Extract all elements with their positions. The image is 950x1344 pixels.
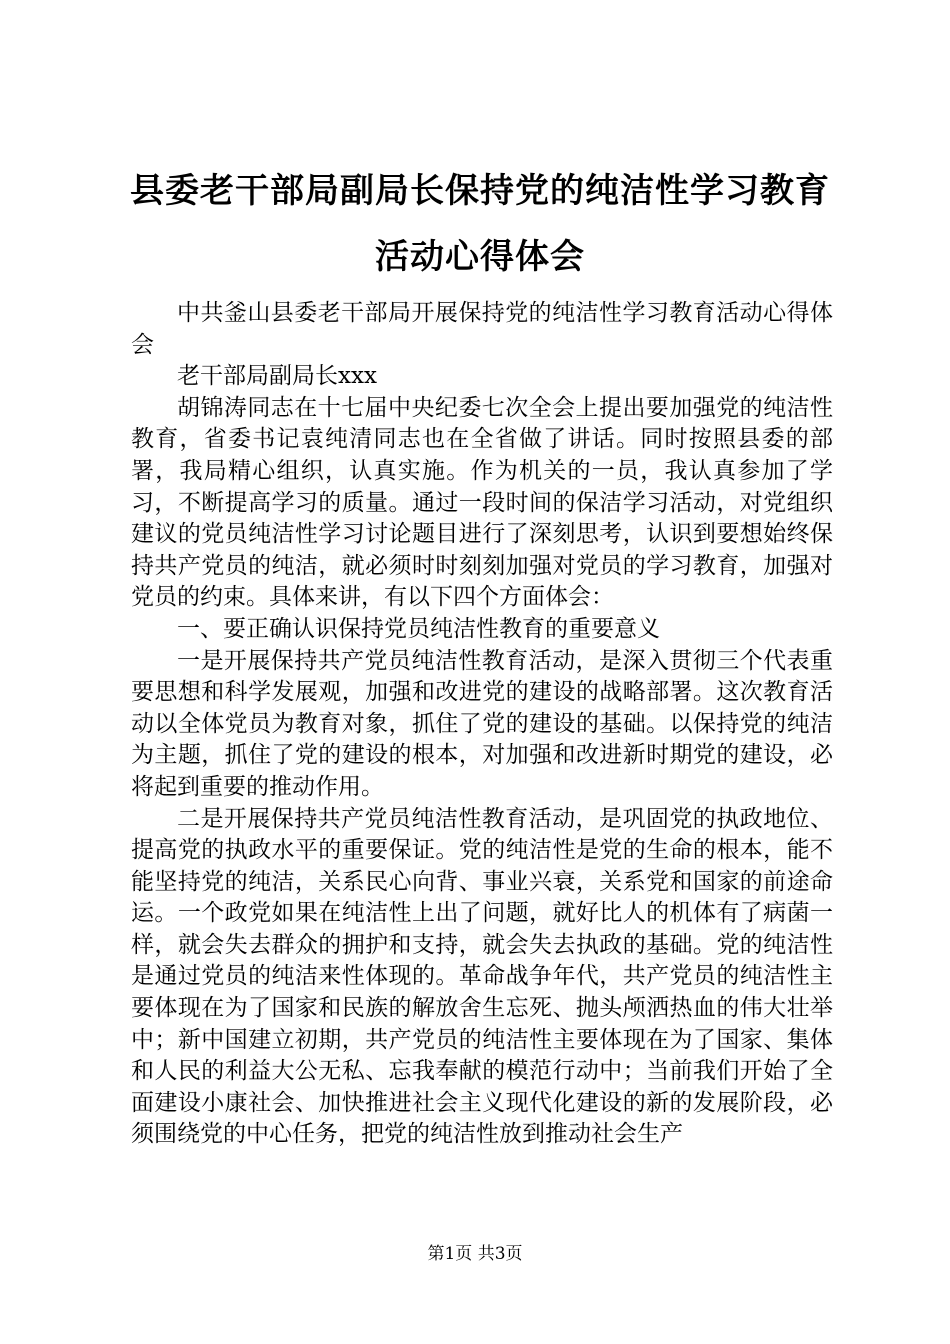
page-footer: 第1页 共3页 <box>427 1244 523 1264</box>
paragraph-intro: 胡锦涛同志在十七届中央纪委七次全会上提出要加强党的纯洁性教育，省委书记袁纯清同志也在全省做了讲话。同时按照县委的部署，我局精心组织，认真实施。作为机关的一员，我认真参加了学习，不断提高学习的质量。通过一段时间的保洁学习活动，对党组织建议的党员纯洁性学习讨论题目进行了深刻思考，认识到要想始终保持共产党员的纯洁，就必须时时刻刻加强对党员的学习教育，加强对党员的约束。具体来讲，有以下四个方面体会： <box>131 394 833 611</box>
paragraph-point-2: 二是开展保持共产党员纯洁性教育活动，是巩固党的执政地位、提高党的执政水平的重要保证。党的纯洁性是党的生命的根本，能不能坚持党的纯洁，关系民心向背、事业兴衰，关系党和国家的前途命运。一个政党如果在纯洁性上出了问题，就好比人的机体有了病菌一样，就会失去群众的拥护和支持，就会失去执政的基础。党的纯洁性是通过党员的纯洁来性体现的。革命战争年代，共产党员的纯洁性主要体现在为了国家和民族的解放舍生忘死、抛头颅洒热血的伟大壮举中；新中国建立初期，共产党员的纯洁性主要体现在为了国家、集体和人民的利益大公无私、忘我奉献的模范行动中；当前我们开始了全面建设小康社会、加快推进社会主义现代化建设的新的发展阶段，必须围绕党的中心任务，把党的纯洁性放到推动社会生产 <box>131 805 833 1148</box>
title-line-2: 活动心得体会 <box>375 237 585 277</box>
document-title <box>120 158 840 290</box>
paragraph-point-1: 一是开展保持共产党员纯洁性教育活动，是深入贯彻三个代表重要思想和科学发展观，加强和改进党的建设的战略部署。这次教育活动以全体党员为教育对象，抓住了党的建设的基础。以保持党的纯洁为主题，抓住了党的建设的根本，对加强和改进新时期党的建设，必将起到重要的推动作用。 <box>131 647 833 800</box>
section-heading-1: 一、要正确认识保持党员纯洁性教育的重要意义 <box>177 615 660 642</box>
paragraph-author: 老干部局副局长xxx <box>177 363 377 390</box>
paragraph-subtitle: 中共釜山县委老干部局开展保持党的纯洁性学习教育活动心得体会 <box>131 300 833 358</box>
document-body <box>131 298 833 1151</box>
title-line-1: 县委老干部局副局长保持党的纯洁性学习教育 <box>130 171 830 211</box>
